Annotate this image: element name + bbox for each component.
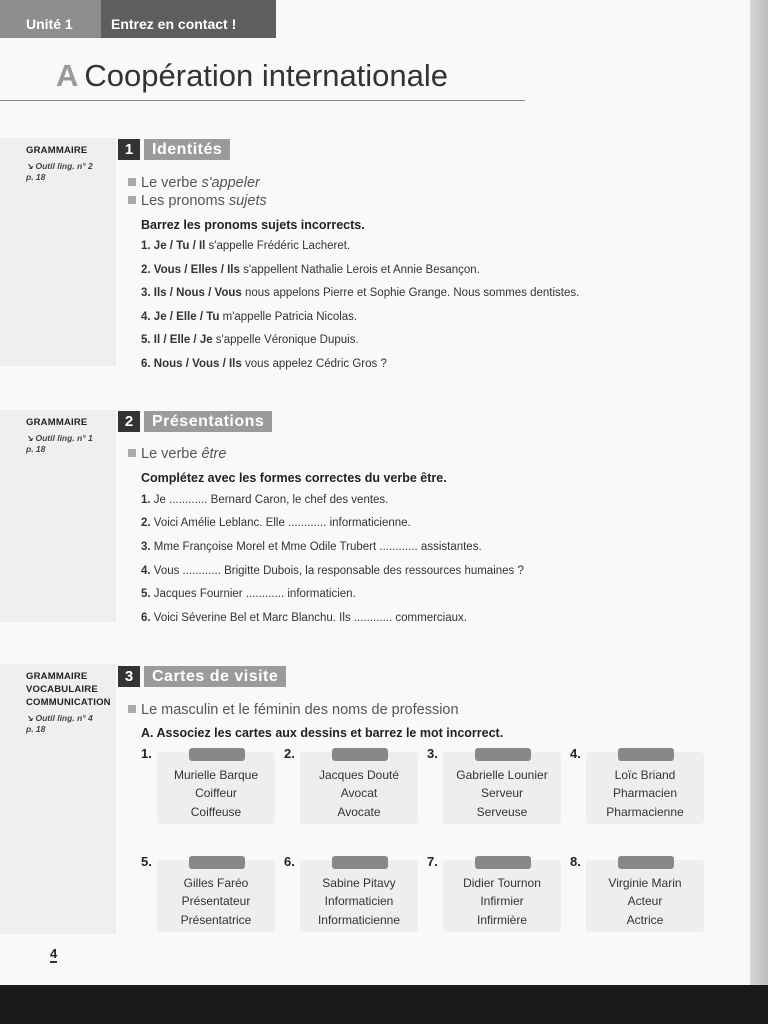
topic xyxy=(128,193,267,209)
unit-label: Unité 1 xyxy=(0,0,101,38)
business-card xyxy=(586,752,704,824)
item-number: 4. xyxy=(141,565,151,577)
card-number: 4. xyxy=(570,746,581,761)
card-profession-masculine: Infirmier xyxy=(480,894,524,908)
paper-clip-icon xyxy=(618,856,674,869)
item-text: Voici Séverine Bel et Marc Blanchu. Ils ............ commerciaux. xyxy=(150,612,467,624)
exercise-1-header xyxy=(118,139,230,160)
exercise-item xyxy=(141,334,359,346)
card-profession-feminine: Coiffeuse xyxy=(190,805,242,819)
item-text: Vous ............ Brigitte Dubois, la responsable des ressources humaines ? xyxy=(150,565,524,577)
item-number: 3. xyxy=(141,287,151,299)
tool-reference xyxy=(26,713,116,735)
topic xyxy=(128,446,226,462)
sidebar-exercise-3 xyxy=(26,670,116,735)
item-text: Voici Amélie Leblanc. Elle ............ informaticienne. xyxy=(150,517,411,529)
paper-clip-icon xyxy=(189,748,245,761)
item-number: 4. xyxy=(141,311,151,323)
exercise-instruction: Barrez les pronoms sujets incorrects. xyxy=(141,218,365,232)
item-number: 2. xyxy=(141,517,151,529)
exercise-item xyxy=(141,287,579,299)
card-name: Jacques Douté xyxy=(318,768,400,782)
exercise-number: 2 xyxy=(118,411,140,432)
business-card xyxy=(157,860,275,932)
exercise-item xyxy=(141,494,388,506)
card-number: 5. xyxy=(141,854,152,869)
business-card xyxy=(443,752,561,824)
tool-ref-page: p. 18 xyxy=(26,724,46,734)
card-profession-feminine: Serveuse xyxy=(476,805,528,819)
sidebar-exercise-2 xyxy=(26,416,116,455)
vocabulary-label: VOCABULAIRE xyxy=(26,684,98,695)
card-name: Sabine Pitavy xyxy=(322,876,396,890)
topic-emphasis: s'appeler xyxy=(201,175,260,191)
paper-clip-icon xyxy=(618,748,674,761)
exercise-number: 1 xyxy=(118,139,140,160)
paper-clip-icon xyxy=(475,856,531,869)
paper-clip-icon xyxy=(475,748,531,761)
item-choices: Vous / Elles / Ils xyxy=(153,264,240,276)
grammar-label: GRAMMAIRE xyxy=(26,671,88,682)
item-choices: Nous / Vous / Ils xyxy=(153,358,242,370)
topic-text: Le verbe xyxy=(141,175,202,191)
topic-text: Le verbe xyxy=(141,446,202,462)
item-text: s'appelle Véronique Dupuis. xyxy=(212,334,359,346)
paper-clip-icon xyxy=(189,856,245,869)
card-name: Murielle Barque xyxy=(173,768,259,782)
item-number: 3. xyxy=(141,541,151,553)
item-number: 2. xyxy=(141,264,151,276)
page-number: 4 xyxy=(50,946,58,961)
exercise-item xyxy=(141,541,482,553)
item-number: 5. xyxy=(141,334,151,346)
bullet-square-icon xyxy=(128,196,136,204)
exercise-title: Identités xyxy=(144,139,230,160)
card-profession-feminine: Pharmacienne xyxy=(606,805,684,819)
topic-text: Les pronoms xyxy=(141,193,229,209)
item-number: 5. xyxy=(141,588,151,600)
item-text: Je ............ Bernard Caron, le chef des ventes. xyxy=(150,494,389,506)
card-name: Gabrielle Lounier xyxy=(456,768,548,782)
exercise-number: 3 xyxy=(118,666,140,687)
tool-ref-line: ↘ Outil ling. n° 1 xyxy=(26,433,93,443)
grammar-label: GRAMMAIRE xyxy=(26,417,88,428)
exercise-item xyxy=(141,264,480,276)
item-choices: Ils / Nous / Vous xyxy=(153,287,242,299)
exercise-title: Cartes de visite xyxy=(144,666,286,687)
card-profession-masculine: Acteur xyxy=(627,894,663,908)
card-name: Didier Tournon xyxy=(463,876,541,890)
tool-ref-page: p. 18 xyxy=(26,172,46,182)
card-profession-masculine: Présentateur xyxy=(181,894,251,908)
exercise-item xyxy=(141,588,356,600)
item-text: Mme Françoise Morel et Mme Odile Trubert ............ assistantes. xyxy=(150,541,482,553)
item-number: 6. xyxy=(141,358,151,370)
card-profession-masculine: Coiffeur xyxy=(195,786,237,800)
item-number: 6. xyxy=(141,612,151,624)
business-card xyxy=(157,752,275,824)
topic xyxy=(128,702,459,718)
card-name: Loïc Briand xyxy=(614,768,676,782)
card-profession-masculine: Pharmacien xyxy=(612,786,678,800)
exercise-2-header xyxy=(118,411,272,432)
business-card xyxy=(586,860,704,932)
business-card xyxy=(300,752,418,824)
card-number: 2. xyxy=(284,746,295,761)
tool-reference xyxy=(26,161,116,183)
exercise-instruction: A. Associez les cartes aux dessins et barrez le mot incorrect. xyxy=(141,726,504,740)
item-text: m'appelle Patricia Nicolas. xyxy=(219,311,358,323)
sidebar-exercise-1 xyxy=(26,144,116,183)
tool-ref-line: ↘ Outil ling. n° 4 xyxy=(26,713,93,723)
tool-reference xyxy=(26,433,116,455)
item-number: 1. xyxy=(141,494,151,506)
exercise-item xyxy=(141,612,467,624)
card-number: 7. xyxy=(427,854,438,869)
item-choices: Il / Elle / Je xyxy=(153,334,213,346)
card-profession-feminine: Présentatrice xyxy=(180,913,252,927)
item-choices: Je / Tu / Il xyxy=(153,240,206,252)
page-edge xyxy=(750,0,768,1024)
card-profession-masculine: Avocat xyxy=(340,786,378,800)
item-number: 1. xyxy=(141,240,151,252)
exercise-3-header xyxy=(118,666,286,687)
topic-emphasis: être xyxy=(201,446,227,462)
exercise-item xyxy=(141,240,350,252)
card-number: 6. xyxy=(284,854,295,869)
bullet-square-icon xyxy=(128,705,136,713)
section-title: Coopération internationale xyxy=(84,58,449,93)
item-text: Jacques Fournier ............ informaticien. xyxy=(150,588,356,600)
card-name: Gilles Faréo xyxy=(183,876,249,890)
unit-title: Entrez en contact ! xyxy=(101,0,276,38)
exercise-instruction: Complétez avec les formes correctes du verbe être. xyxy=(141,471,447,485)
card-profession-masculine: Serveur xyxy=(480,786,524,800)
tool-ref-page: p. 18 xyxy=(26,444,46,454)
card-profession-feminine: Infirmière xyxy=(476,913,527,927)
communication-label: COMMUNICATION xyxy=(26,697,111,708)
tool-ref-line: ↘ Outil ling. n° 2 xyxy=(26,161,93,171)
page-title xyxy=(56,58,448,94)
bullet-square-icon xyxy=(128,449,136,457)
item-text: s'appellent Nathalie Lerois et Annie Besançon. xyxy=(239,264,480,276)
paper-clip-icon xyxy=(332,748,388,761)
topic-text: Le masculin et le féminin des noms de profession xyxy=(141,702,459,718)
item-choices: Je / Elle / Tu xyxy=(153,311,220,323)
exercise-item xyxy=(141,517,411,529)
exercise-title: Présentations xyxy=(144,411,272,432)
title-divider xyxy=(0,100,525,101)
card-number: 3. xyxy=(427,746,438,761)
scan-border xyxy=(0,985,768,1024)
topic xyxy=(128,175,260,191)
card-profession-feminine: Informaticienne xyxy=(317,913,401,927)
bullet-square-icon xyxy=(128,178,136,186)
exercise-item xyxy=(141,311,357,323)
item-text: nous appelons Pierre et Sophie Grange. Nous sommes dentistes. xyxy=(241,287,580,299)
grammar-label: GRAMMAIRE xyxy=(26,145,88,156)
card-profession-feminine: Avocate xyxy=(337,805,381,819)
business-card xyxy=(300,860,418,932)
topic-emphasis: sujets xyxy=(228,193,267,209)
paper-clip-icon xyxy=(332,856,388,869)
section-letter: A xyxy=(56,58,79,93)
card-profession-masculine: Informaticien xyxy=(324,894,394,908)
exercise-item xyxy=(141,565,524,577)
card-name: Virginie Marin xyxy=(608,876,682,890)
card-number: 8. xyxy=(570,854,581,869)
exercise-item xyxy=(141,358,387,370)
item-text: vous appelez Cédric Gros ? xyxy=(241,358,387,370)
business-card xyxy=(443,860,561,932)
card-profession-feminine: Actrice xyxy=(626,913,664,927)
item-text: s'appelle Frédéric Lacheret. xyxy=(205,240,351,252)
card-number: 1. xyxy=(141,746,152,761)
